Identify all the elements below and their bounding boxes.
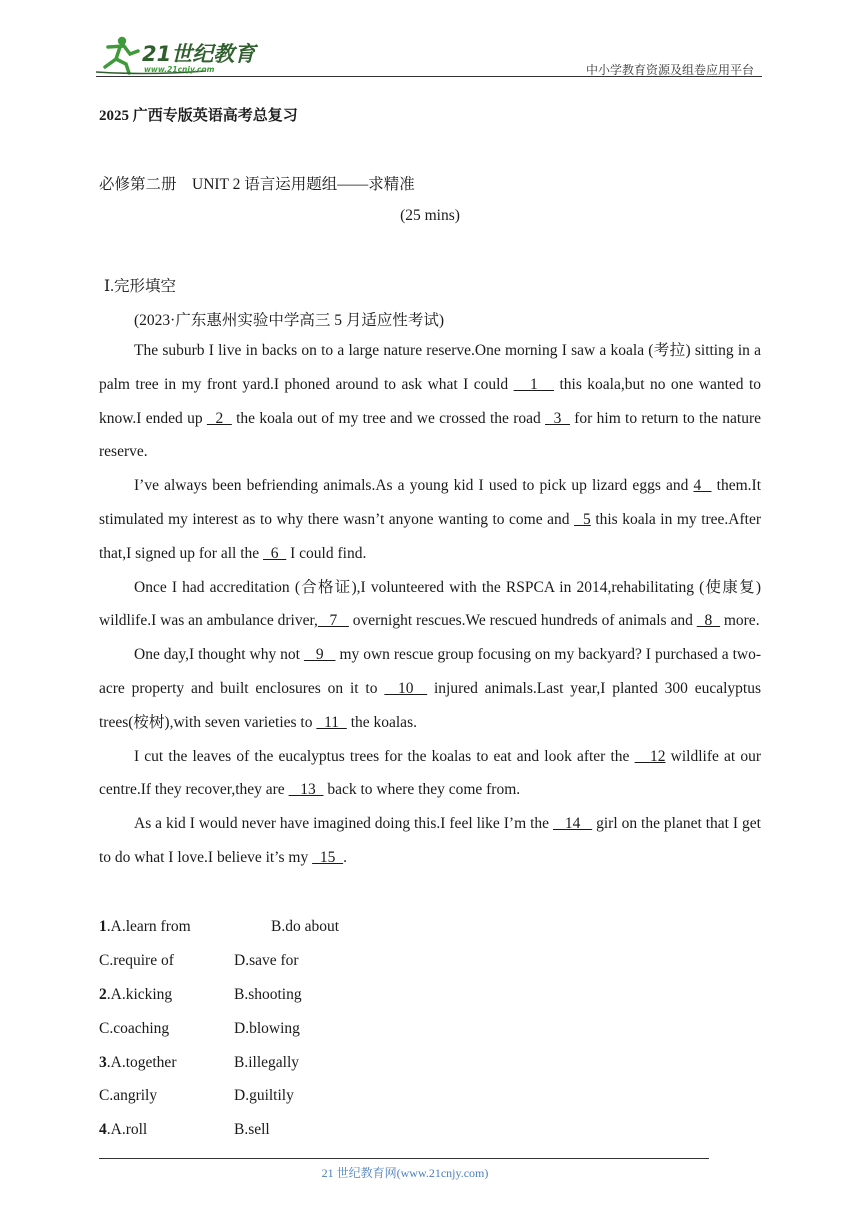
paragraph-2 — [99, 469, 761, 570]
option-text: .A.learn from — [106, 918, 191, 935]
passage-text: for him to return to the nature reserve. — [99, 409, 762, 461]
passage-text: the koala out of my tree and we crossed the road — [231, 409, 546, 427]
blank-11: 11 — [316, 713, 347, 731]
blank-14: 14 — [552, 815, 593, 833]
option-text: .A.together — [106, 1053, 177, 1071]
blank-8: 8 — [696, 612, 720, 630]
passage-text: back to where they come from. — [323, 781, 521, 799]
paragraph-5 — [99, 740, 761, 808]
blank-1: 1 — [513, 375, 555, 393]
cloze-passage — [99, 334, 761, 875]
logo-url: www.21cnjy.com — [144, 65, 215, 74]
passage-text: this koala,but no one wanted to know.I ended up — [99, 375, 762, 427]
blank-12: 12 — [634, 747, 666, 765]
blank-13: 13 — [288, 781, 324, 799]
option-row — [99, 944, 699, 978]
question-number: 2 — [99, 985, 107, 1003]
option-a — [99, 910, 191, 944]
logo-21cnjy — [96, 34, 266, 76]
option-a — [99, 978, 172, 1012]
page-header — [96, 32, 762, 78]
option-c: C.require of — [99, 951, 174, 969]
option-row — [99, 1079, 699, 1113]
option-b: B.sell — [234, 1121, 270, 1139]
passage-text: As a kid I would never have imagined doing this.I feel like I’m the — [134, 815, 553, 833]
option-row — [99, 978, 699, 1012]
option-row — [99, 1046, 699, 1080]
option-a — [99, 1046, 176, 1080]
passage-text: more. — [719, 612, 760, 630]
paragraph-1 — [99, 334, 761, 469]
question-number: 1 — [99, 918, 107, 935]
option-b: B.shooting — [234, 985, 302, 1003]
option-b: B.illegally — [234, 1053, 300, 1071]
passage-text: . — [343, 848, 347, 866]
option-d: D.save for — [234, 951, 299, 969]
passage-text: overnight rescues.We rescued hundreds of animals and — [348, 612, 697, 630]
passage-text: I could find. — [286, 544, 367, 562]
paragraph-3 — [99, 571, 761, 639]
section-heading: Ⅰ.完形填空 — [104, 278, 176, 295]
option-d: D.guiltily — [234, 1087, 294, 1105]
blank-4: 4 — [693, 477, 712, 495]
option-c: C.coaching — [99, 1019, 170, 1037]
question-number: 3 — [99, 1053, 107, 1071]
passage-text: I’ve always been befriending animals.As a young kid I used to pick up lizard eggs and — [134, 477, 694, 495]
blank-15: 15 — [312, 848, 344, 866]
passage-text: them.It stimulated my interest as to why there wasn’t anyone wanting to come and — [99, 477, 762, 528]
passage-text: this koala in my tree.After that,I signed up for all the — [99, 510, 761, 562]
passage-text: I cut the leaves of the eucalyptus trees for the koalas to eat and look after the — [134, 747, 635, 765]
passage-text: injured animals.Last year,I planted 300 eucalyptus trees(桉树),with seven varieties to — [99, 679, 762, 731]
footer-divider — [99, 1158, 709, 1159]
passage-text: my own rescue group focusing on my backyard? I purchased a two-acre property and built enclosures on it to — [99, 646, 761, 697]
header-divider — [96, 76, 762, 77]
blank-10: 10 — [384, 679, 428, 697]
blank-3: 3 — [545, 409, 570, 427]
option-c: C.angrily — [99, 1087, 158, 1105]
passage-text: Once I had accreditation (合格证),I volunteered with the RSPCA in 2014,rehabilitating (使康复) wildlife.I was an ambulance driver, — [99, 578, 761, 630]
option-text: .A.kicking — [106, 985, 173, 1003]
option-d: D.blowing — [234, 1019, 300, 1037]
blank-9: 9 — [303, 646, 336, 664]
paragraph-6 — [99, 807, 761, 875]
option-a — [99, 1113, 147, 1147]
unit-heading: 必修第二册 UNIT 2 语言运用题组——求精准 — [99, 176, 415, 193]
blank-6: 6 — [263, 544, 287, 562]
passage-text: girl on the planet that I get to do what I love.I believe it’s my — [99, 815, 761, 866]
option-b: B.do about — [271, 918, 340, 935]
answer-options — [99, 910, 699, 1147]
option-row — [99, 1012, 699, 1046]
option-row — [99, 910, 699, 944]
time-limit: (25 mins) — [400, 207, 460, 224]
passage-text: wildlife at our centre.If they recover,they are — [99, 747, 762, 799]
passage-text: the koalas. — [346, 713, 417, 731]
question-number: 4 — [99, 1121, 107, 1139]
passage-text: One day,I thought why not — [134, 646, 304, 664]
doc-title: 2025 广西专版英语高考总复习 — [99, 108, 298, 124]
blank-5: 5 — [574, 510, 591, 528]
paragraph-4 — [99, 638, 761, 739]
blank-7: 7 — [317, 612, 349, 630]
logo-text: 21世纪教育 — [142, 42, 256, 66]
blank-2: 2 — [206, 409, 232, 427]
footer-link[interactable]: 21 世纪教育网(www.21cnjy.com) — [321, 1166, 489, 1180]
header-platform-text: 中小学教育资源及组卷应用平台 — [585, 63, 754, 77]
option-row — [99, 1113, 699, 1147]
question-source: (2023·广东惠州实验中学高三 5 月适应性考试) — [134, 312, 444, 329]
option-text: .A.roll — [106, 1121, 148, 1139]
passage-text: The suburb I live in backs on to a large nature reserve.One morning I saw a koala (考拉) sitting in a palm tree in my front yard.I phoned around to ask what I could — [99, 342, 761, 393]
